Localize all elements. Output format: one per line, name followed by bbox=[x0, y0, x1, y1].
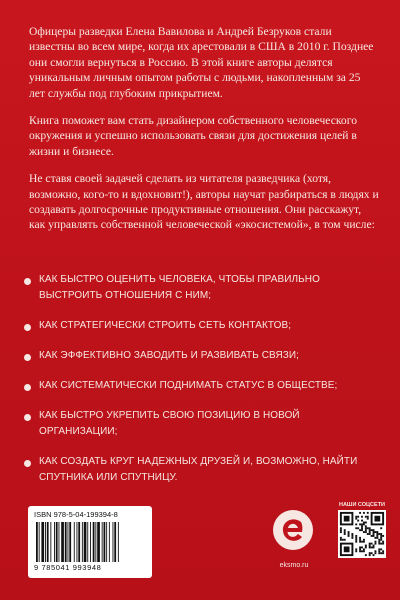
list-item bbox=[24, 348, 384, 364]
bullet-text: КАК ЭФФЕКТИВНО ЗАВОДИТЬ И РАЗВИВАТЬ СВЯЗИ; bbox=[39, 350, 300, 361]
bullet-list bbox=[24, 272, 384, 500]
paragraph-1: Офицеры разведки Елена Вавилова и Андрей Безруков стали известны во всем мире, когда их арестовали в США в 2010 г. Позднее они смогли вернуться в Россию. В этой книге авторы делятся уникальным личным опытом работы с людьми, накопленным за 25 лет службы под глубоким прикрытием. bbox=[29, 25, 374, 100]
bullet-dot-icon bbox=[24, 384, 31, 391]
barcode-icon bbox=[34, 522, 146, 562]
list-item bbox=[24, 408, 384, 440]
barcode-digits: 9 785041 993948 bbox=[34, 563, 102, 572]
bullet-dot-icon bbox=[24, 354, 31, 361]
paragraph-2: Книга поможет вам стать дизайнером собственного человеческого окружения и успешно использовать связи для достижения целей в жизни и бизнесе. bbox=[29, 114, 357, 158]
qr-label: НАШИ СОЦСЕТИ bbox=[338, 502, 386, 508]
bullet-text: КАК СТРАТЕГИЧЕСКИ СТРОИТЬ СЕТЬ КОНТАКТОВ; bbox=[39, 320, 292, 331]
isbn-text: ISBN 978-5-04-199394-8 bbox=[34, 510, 118, 519]
list-item bbox=[24, 318, 384, 334]
bullet-text: КАК СИСТЕМАТИЧЕСКИ ПОДНИМАТЬ СТАТУС В ОБЩЕСТВЕ; bbox=[39, 380, 338, 391]
bullet-text: КАК БЫСТРО ОЦЕНИТЬ ЧЕЛОВЕКА, ЧТОБЫ ПРАВИЛЬНО ВЫСТРОИТЬ ОТНОШЕНИЯ С НИМ; bbox=[39, 274, 320, 301]
bullet-dot-icon bbox=[24, 278, 31, 285]
qr-code-icon bbox=[338, 510, 386, 558]
list-item bbox=[24, 378, 384, 394]
barcode-block bbox=[28, 506, 152, 578]
bullet-dot-icon bbox=[24, 414, 31, 421]
qr-block bbox=[338, 502, 386, 578]
paragraph-3: Не ставя своей задачей сделать из читателя разведчика (хотя, возможно, кого-то и вдохновит!), авторы научат разбираться в людях и создавать долгосрочные продуктивные отношения. Они расскажут, как управлять собственной человеческой «экосистемой», в том числе: bbox=[29, 172, 379, 232]
bullet-text: КАК БЫСТРО УКРЕПИТЬ СВОЮ ПОЗИЦИЮ В НОВОЙ ОРГАНИЗАЦИИ; bbox=[39, 410, 300, 437]
publisher-site: eksmo.ru bbox=[279, 562, 309, 569]
eksmo-logo-icon bbox=[271, 508, 315, 556]
bullet-dot-icon bbox=[24, 460, 31, 467]
list-item bbox=[24, 454, 384, 486]
description bbox=[29, 24, 379, 245]
bullet-dot-icon bbox=[24, 324, 31, 331]
bullet-text: КАК СОЗДАТЬ КРУГ НАДЕЖНЫХ ДРУЗЕЙ И, ВОЗМОЖНО, НАЙТИ СПУТНИКА ИЛИ СПУТНИЦУ. bbox=[39, 456, 358, 483]
list-item bbox=[24, 272, 384, 304]
